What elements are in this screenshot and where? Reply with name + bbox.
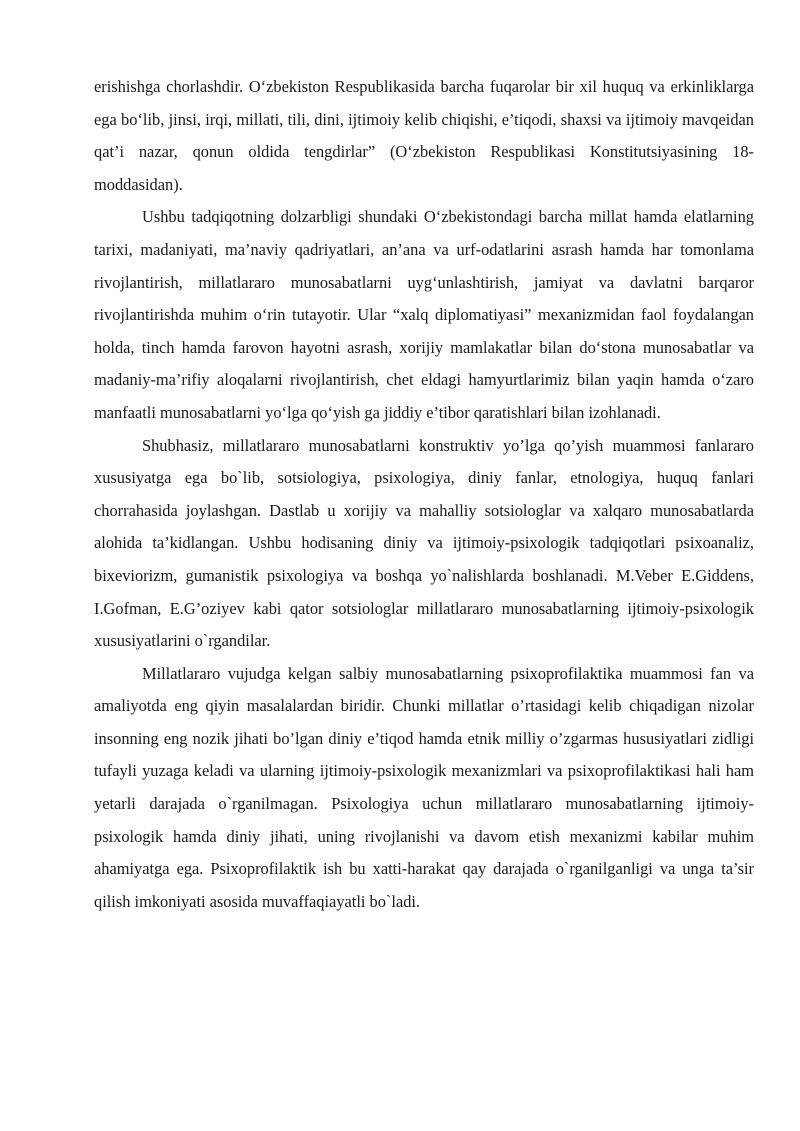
paragraph-psychoprophylaxis: Millatlararo vujudga kelgan salbiy munosabatlarning psixoprofilaktika muammosi fan va amaliyotda eng qiyin masalalardan biridir. Chunki millatlar o’rtasidagi kelib chiqadigan nizolar insonning eng nozik jihati bo’lgan diniy e’tiqod hamda etnik milliy o’zgarmas hususiyatlari zidligi tufayli yuzaga keladi va ularning ijtimoiy-psixologik mexanizmlari va psixoprofilaktikasi hali ham yetarli darajada o`rganilmagan. Psixologiya uchun millatlararo munosabatlarning ijtimoiy-psixologik hamda diniy jihati, uning rivojlanishi va davom etish mexanizmi kabilar muhim ahamiyatga ega. Psixoprofilaktik ish bu xatti-harakat qay darajada o`rganilganligi va unga ta’sir qilish imkoniyati asosida muvaffaqiayatli bo`ladi. [94, 663, 754, 911]
paragraph-interdisciplinary: Shubhasiz, millatlararo munosabatlarni konstruktiv yo’lga qo’yish muammosi fanlararo xususiyatga ega bo`lib, sotsiologiya, psixologiya, diniy fanlar, etnologiya, huquq fanlari chorrahasida joylashgan. Dastlab u xorijiy va mahalliy sotsiologlar va xalqaro munosabatlarda alohida ta’kidlangan. Ushbu hodisaning diniy va ijtimoiy-psixologik tadqiqotlari psixoanaliz, bixeviorizm, gumanistik psixologiya va boshqa yo`nalishlarda boshlanadi. M.Veber E.Giddens, I.Gofman, E.G’oziyev kabi qator sotsiologlar millatlararo munosabatlarning ijtimoiy-psixologik xususiyatlarini o`rgandilar. [94, 435, 754, 651]
document-page [94, 71, 754, 918]
paragraph-continuation: erishishga chorlashdir. O‘zbekiston Respublikasida barcha fuqarolar bir xil huquq va erkinliklarga ega bo‘lib, jinsi, irqi, millati, tili, dini, ijtimoiy kelib chiqishi, e’tiqodi, shaxsi va ijtimoiy mavqeidan qat’i nazar, qonun oldida tengdirlar” (O‘zbekiston Respublikasi Konstitutsiyasining 18-moddasidan). [94, 77, 754, 194]
paragraph-relevance: Ushbu tadqiqotning dolzarbligi shundaki O‘zbekistondagi barcha millat hamda elatlarning tarixi, madaniyati, ma’naviy qadriyatlari, an’ana va urf-odatlarini asrash hamda har tomonlama rivojlantirish, millatlararo munosabatlarni uyg‘unlashtirish, jamiyat va davlatni barqaror rivojlantirishda muhim o‘rin tutayotir. Ular “xalq diplomatiyasi” mexanizmidan faol foydalangan holda, tinch hamda farovon hayotni asrash, xorijiy mamlakatlar bilan do‘stona munosabatlar va madaniy-ma’rifiy aloqalarni rivojlantirish, chet eldagi hamyurtlarimiz bilan yaqin hamda o‘zaro manfaatli munosabatlarni yo‘lga qo‘yish ga jiddiy e’tibor qaratishlari bilan izohlanadi. [94, 207, 754, 422]
